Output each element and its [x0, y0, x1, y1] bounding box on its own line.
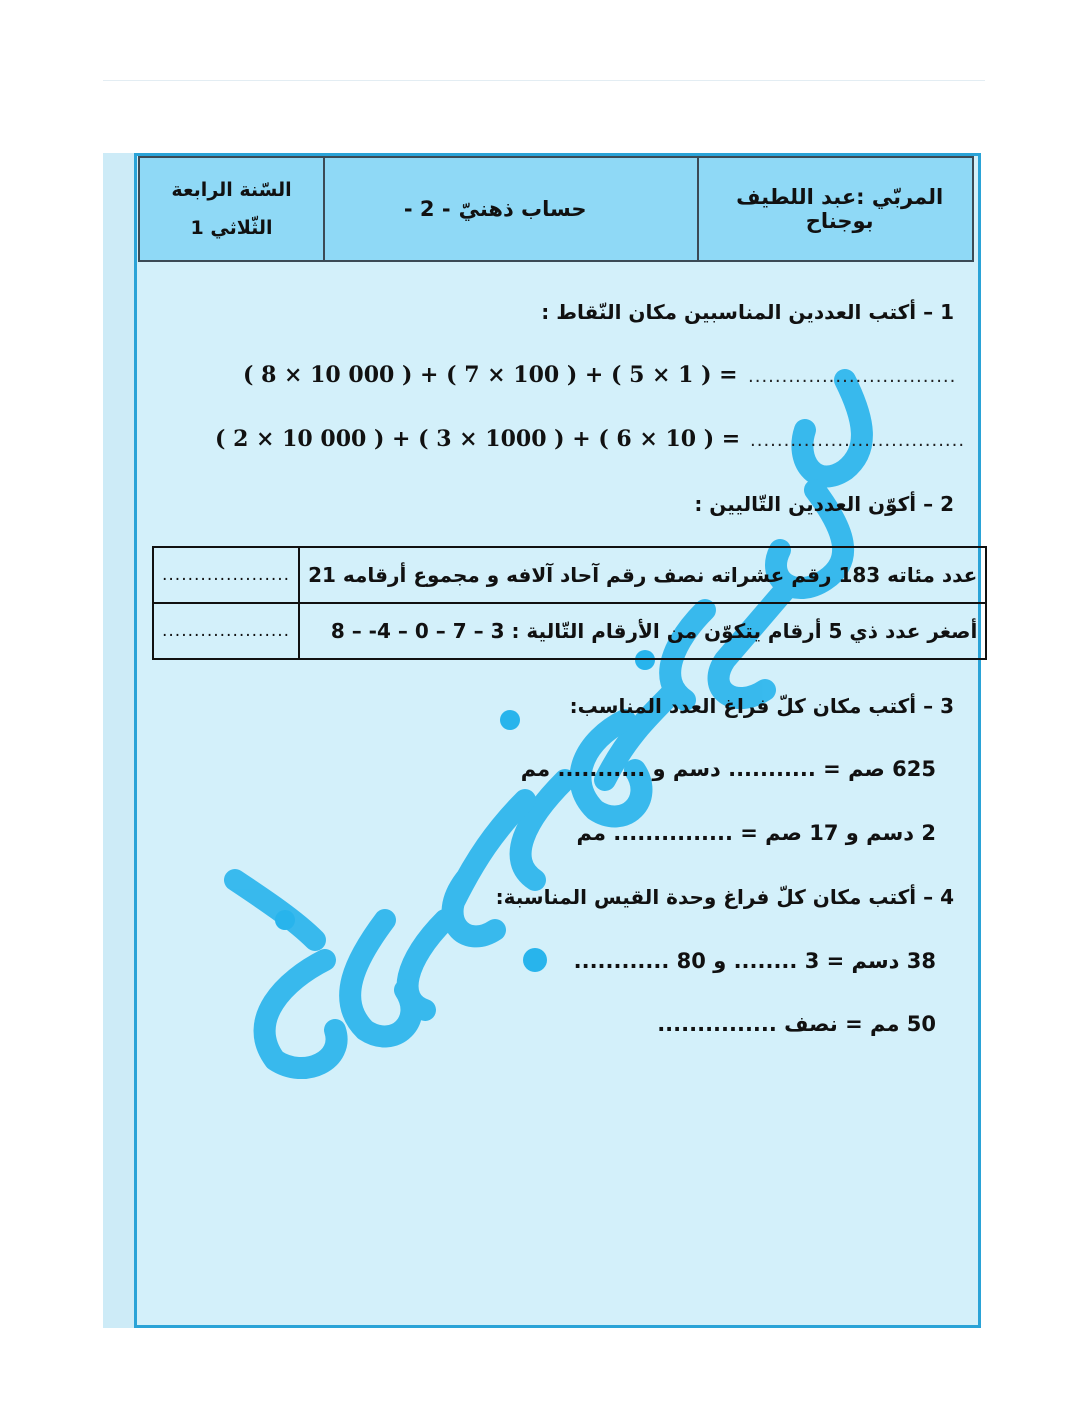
q4-line-2: 50 مم = نصف ............... — [657, 1012, 936, 1036]
worksheet-frame — [134, 153, 981, 1328]
q1-answer-blank-1[interactable]: ............................... — [748, 366, 957, 387]
title-number: - 2 - — [403, 197, 451, 221]
worksheet-title — [323, 158, 697, 260]
compose-clue-1: عدد مئاته 183 رقم عشراته نصف رقم آحاد آلافه و مجموع أرقامه 21 — [299, 547, 986, 603]
compose-answer-1[interactable]: .................... — [153, 547, 299, 603]
q4-line-1: 38 دسم = 3 ........ و 80 ............ — [573, 949, 936, 973]
question-3-title: 3 – أكتب مكان كلّ فراغ العدد المناسب: — [569, 694, 954, 718]
grade-level — [140, 158, 323, 260]
q3-line-1: 625 صم = ........... دسم و ........... مم — [520, 757, 936, 781]
q1-expression-2: ( 2 × 10 000 ) + ( 3 × 1000 ) + ( 6 × 10 ) = — [215, 426, 741, 452]
table-row — [153, 547, 986, 603]
compose-clue-2: أصغر عدد ذي 5 أرقام يتكوّن من الأرقام التّالية : 3 – 7 – 0 – 4- – 8 — [299, 603, 986, 659]
worksheet-header — [138, 156, 974, 262]
table-row — [153, 603, 986, 659]
compose-numbers-table — [152, 546, 987, 660]
left-margin-strip — [103, 153, 134, 1328]
compose-answer-2[interactable]: .................... — [153, 603, 299, 659]
question-2-title: 2 – أكوّن العددين التّاليين : — [694, 492, 954, 516]
q1-expression-1: ( 8 × 10 000 ) + ( 7 × 100 ) + ( 5 × 1 ) = — [243, 362, 738, 388]
worksheet — [103, 153, 981, 1328]
q3-line-2: 2 دسم و 17 صم = ............... مم — [576, 821, 936, 845]
teacher-name: المربّي :عبد اللطيف بوجناح — [697, 158, 972, 260]
question-1-title: 1 – أكتب العددين المناسبين مكان النّقاط : — [541, 300, 954, 324]
grade-year: السّنة الرابعة — [171, 179, 292, 201]
top-divider — [103, 80, 985, 81]
question-4-title: 4 – أكتب مكان كلّ فراغ وحدة القيس المناسبة: — [495, 885, 954, 909]
grade-term: الثّلاثي 1 — [190, 217, 273, 239]
title-text: حساب ذهنيّ — [458, 197, 587, 221]
q1-answer-blank-2[interactable]: ................................ — [750, 430, 966, 451]
